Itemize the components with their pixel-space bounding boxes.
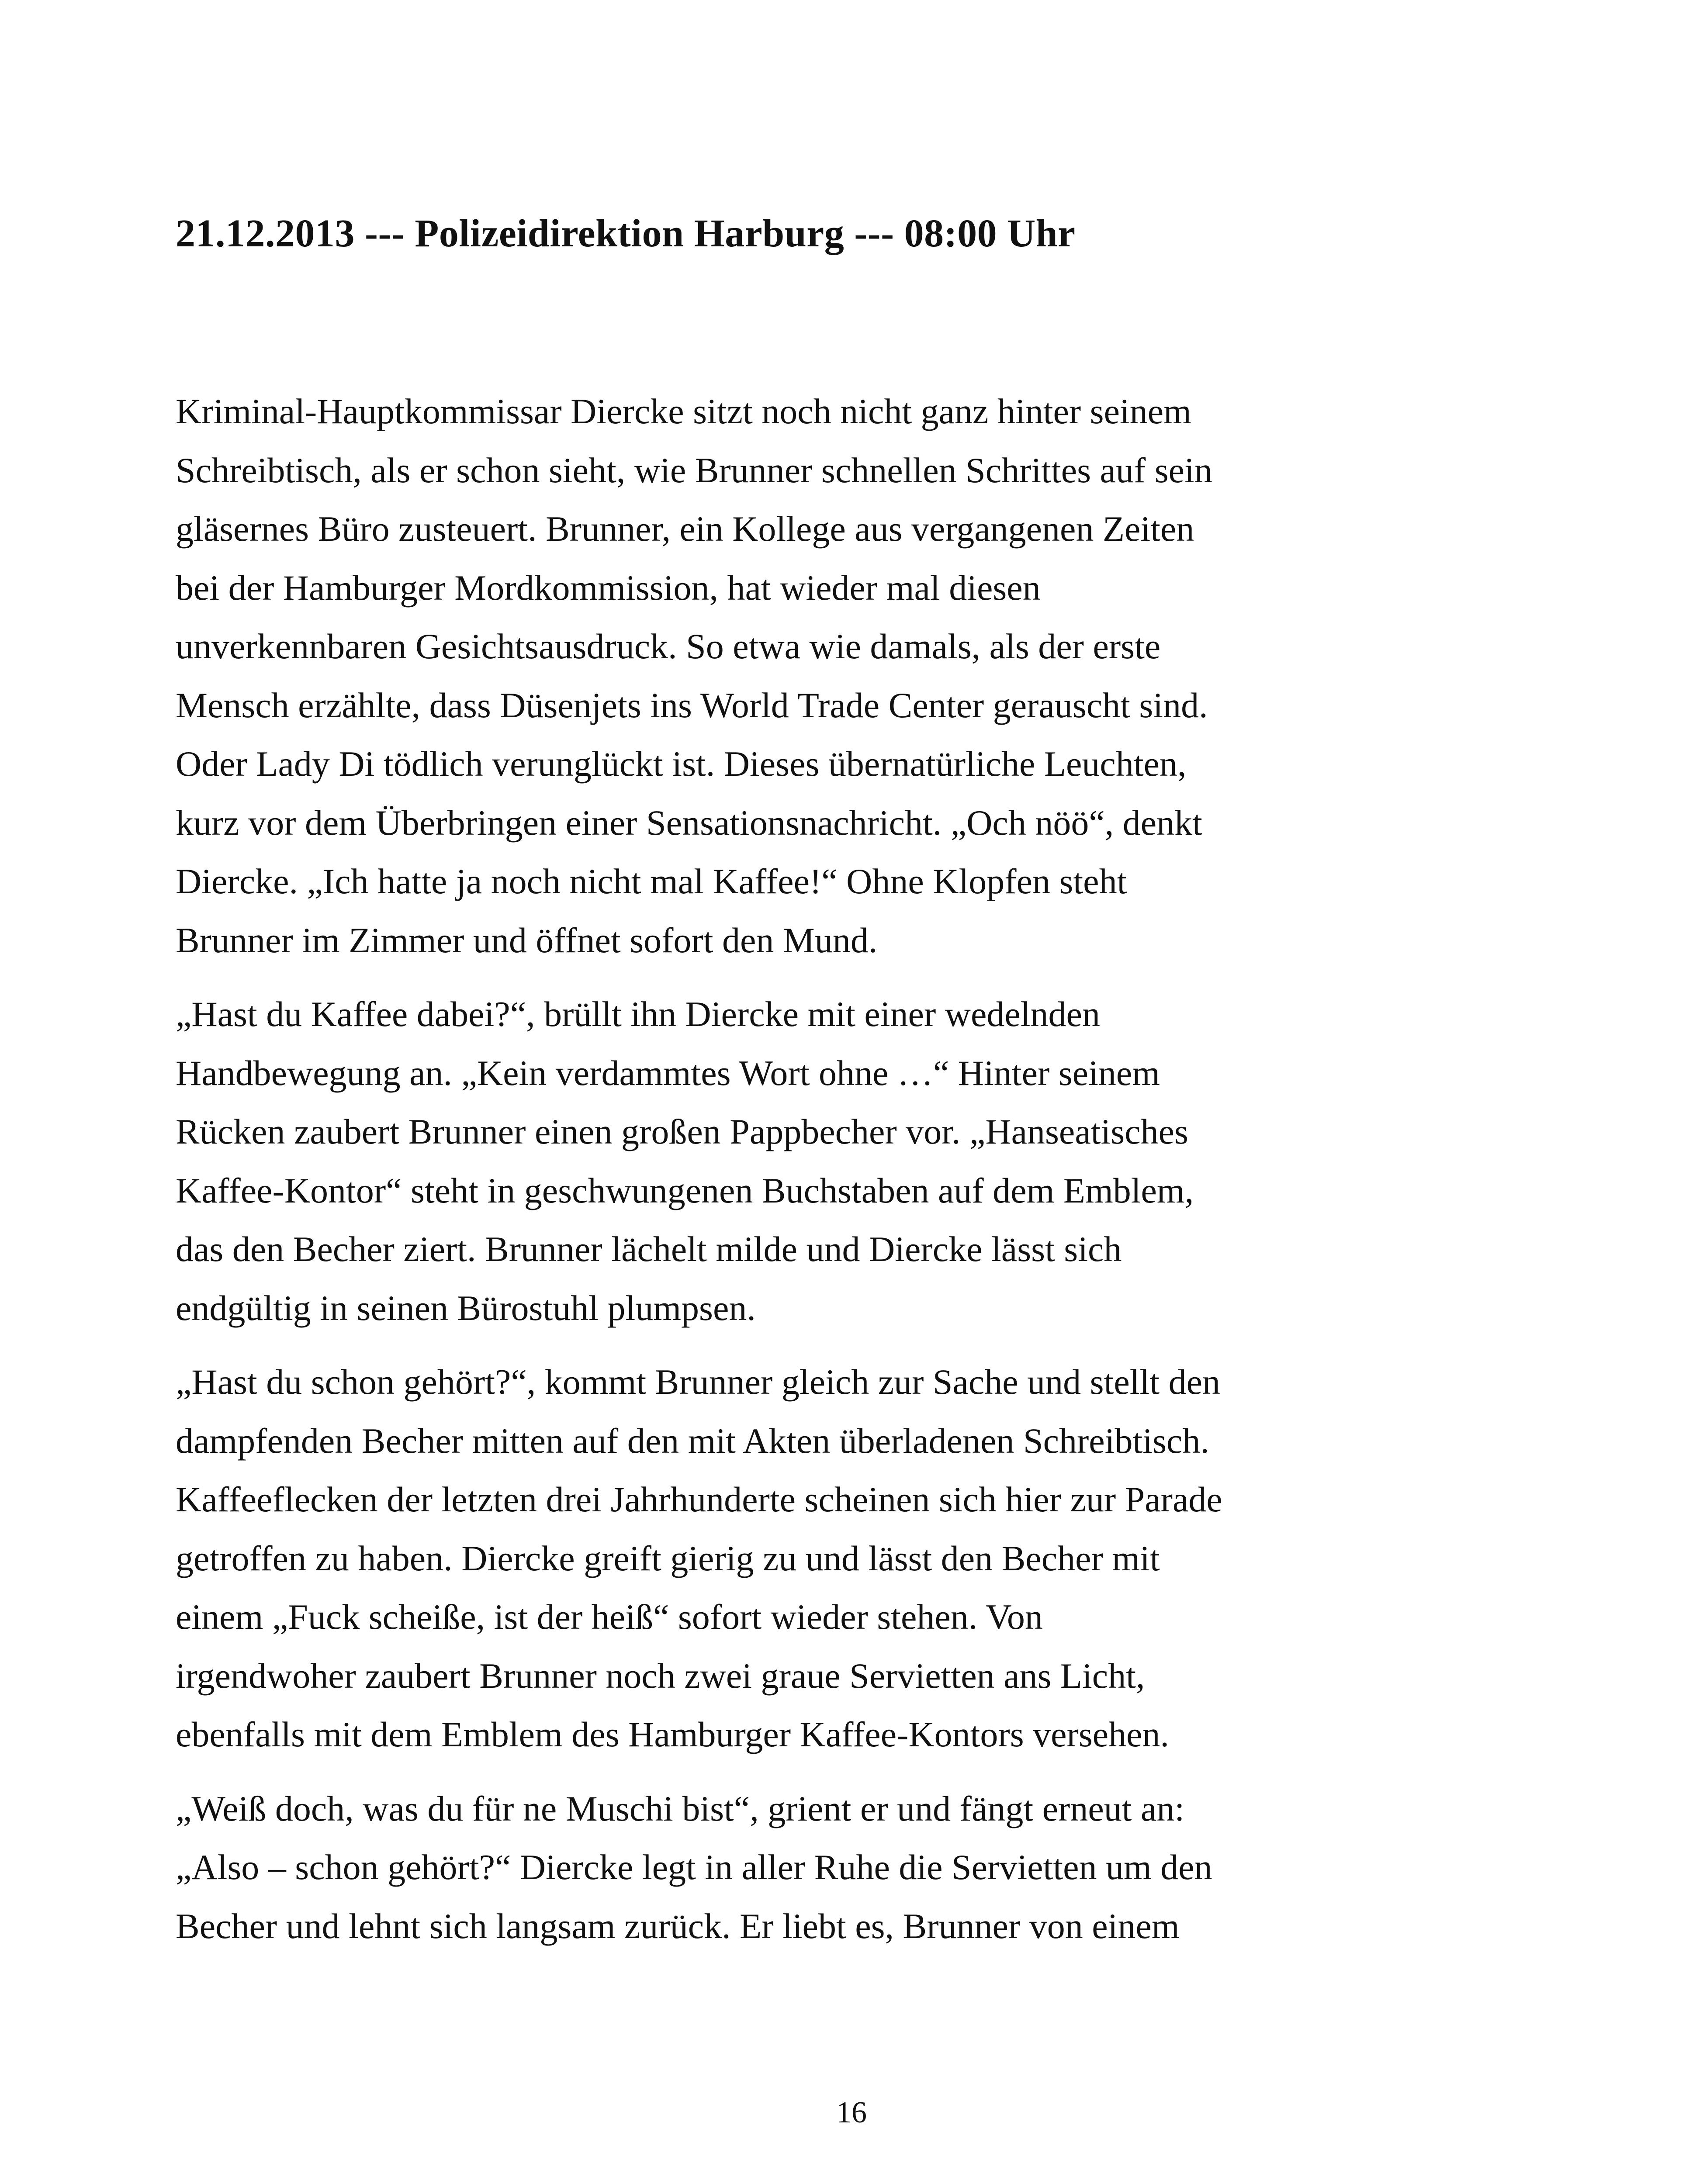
text-line: Brunner im Zimmer und öffnet sofort den Mund.	[176, 920, 878, 960]
text-line: „Weiß doch, was du für ne Muschi bist“, grient er und fängt erneut an:	[176, 1788, 1185, 1828]
text-line: Schreibtisch, als er schon sieht, wie Brunner schnellen Schrittes auf sein	[176, 450, 1212, 490]
page-content	[176, 205, 1443, 1971]
text-line: bei der Hamburger Mordkommission, hat wieder mal diesen	[176, 567, 1041, 608]
paragraph	[176, 1353, 1443, 1764]
text-line: kurz vor dem Überbringen einer Sensationsnachricht. „Och nöö“, denkt	[176, 802, 1202, 843]
text-line: Kaffeeflecken der letzten drei Jahrhunderte scheinen sich hier zur Parade	[176, 1479, 1222, 1519]
text-line: gläsernes Büro zusteuert. Brunner, ein Kollege aus vergangenen Zeiten	[176, 509, 1194, 549]
text-line: Becher und lehnt sich langsam zurück. Er liebt es, Brunner von einem	[176, 1906, 1180, 1946]
paragraph	[176, 985, 1443, 1337]
chapter-heading: 21.12.2013 --- Polizeidirektion Harburg --- 08:00 Uhr	[176, 212, 1076, 255]
text-line: „Hast du schon gehört?“, kommt Brunner gleich zur Sache und stellt den	[176, 1362, 1221, 1402]
body-text	[176, 382, 1443, 1956]
text-line: Oder Lady Di tödlich verunglückt ist. Dieses übernatürliche Leuchten,	[176, 744, 1187, 784]
text-line: das den Becher ziert. Brunner lächelt milde und Diercke lässt sich	[176, 1229, 1122, 1269]
text-line: Mensch erzählte, dass Düsenjets ins World Trade Center gerauscht sind.	[176, 685, 1208, 725]
text-line: Kaffee-Kontor“ steht in geschwungenen Buchstaben auf dem Emblem,	[176, 1170, 1194, 1210]
paragraph	[176, 1780, 1443, 1956]
text-line: Kriminal-Hauptkommissar Diercke sitzt noch nicht ganz hinter seinem	[176, 391, 1191, 431]
text-line: einem „Fuck scheiße, ist der heiß“ sofort wieder stehen. Von	[176, 1597, 1043, 1637]
text-line: endgültig in seinen Bürostuhl plumpsen.	[176, 1288, 756, 1328]
text-line: getroffen zu haben. Diercke greift gierig zu und lässt den Becher mit	[176, 1538, 1160, 1578]
text-line: ebenfalls mit dem Emblem des Hamburger Kaffee-Kontors versehen.	[176, 1714, 1170, 1754]
text-line: Rücken zaubert Brunner einen großen Pappbecher vor. „Hanseatisches	[176, 1112, 1188, 1151]
text-line: irgendwoher zaubert Brunner noch zwei graue Servietten ans Licht,	[176, 1655, 1145, 1696]
text-line: Diercke. „Ich hatte ja noch nicht mal Kaffee!“ Ohne Klopfen steht	[176, 861, 1127, 901]
paragraph	[176, 382, 1443, 970]
text-line: „Hast du Kaffee dabei?“, brüllt ihn Diercke mit einer wedelnden	[176, 994, 1100, 1034]
text-line: unverkennbaren Gesichtsausdruck. So etwa wie damals, als der erste	[176, 626, 1161, 666]
text-line: „Also – schon gehört?“ Diercke legt in aller Ruhe die Servietten um den	[176, 1847, 1212, 1887]
page-number: 16	[836, 2096, 867, 2129]
text-line: dampfenden Becher mitten auf den mit Akten überladenen Schreibtisch.	[176, 1420, 1209, 1461]
text-line: Handbewegung an. „Kein verdammtes Wort ohne …“ Hinter seinem	[176, 1053, 1160, 1093]
